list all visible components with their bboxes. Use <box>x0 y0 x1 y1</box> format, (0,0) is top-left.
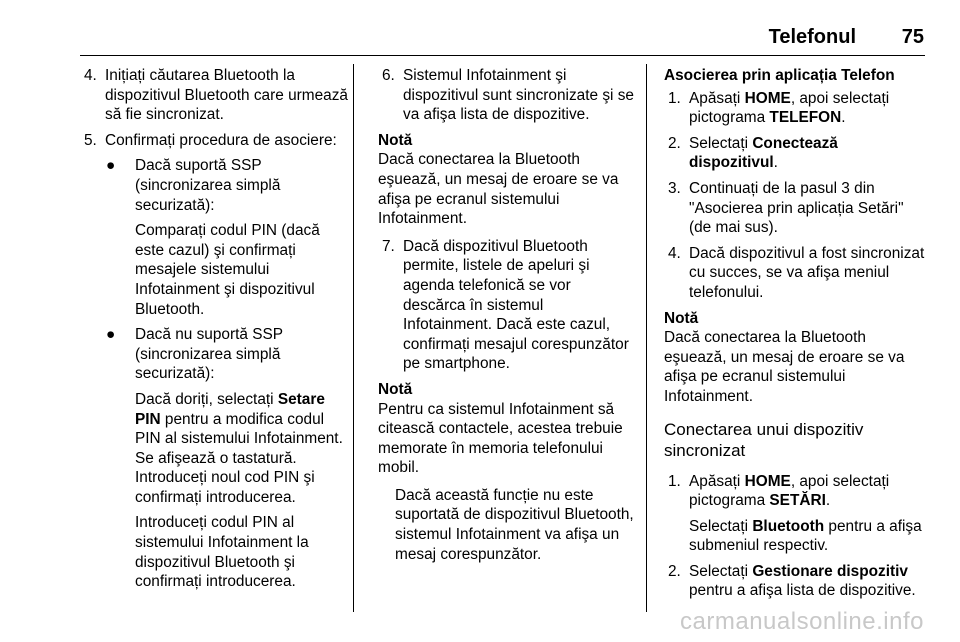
step-text: Dacă dispozitivul a fost sincronizat cu succes, se va afişa meniul telefonului. <box>689 244 925 301</box>
note-text: Dacă conectarea la Bluetooth eşuează, un mesaj de eroare se va afişa pe ecranul sistemului Infotainment. <box>664 329 905 405</box>
bullet-ssp <box>80 156 350 215</box>
menu-term-conecteaza: Conectează dispozitivul <box>689 134 838 172</box>
paragraph-not-supported: Dacă această funcție nu este suportată de dispozitivul Bluetooth, sistemul Infotainment va afişa un mesaj corespunzător. <box>395 486 634 563</box>
paragraph-compare-pin: Comparați codul PIN (dacă este cazul) şi confirmați mesajele sistemului Infotainment şi dispozitivul Bluetooth. <box>135 222 320 318</box>
step-text: Sistemul Infotainment şi dispozitivul sunt sincronizate şi se va afişa lista de dispozitive. <box>403 67 634 124</box>
menu-term-bluetooth: Bluetooth <box>752 517 825 535</box>
step-number: 1. <box>668 472 681 490</box>
text-run: . <box>841 109 846 127</box>
list-item-app-step-1 <box>664 89 926 128</box>
note-1 <box>378 131 634 229</box>
step-number: 4. <box>668 244 681 262</box>
list-item-step-6 <box>378 66 634 125</box>
step-number: 6. <box>382 67 395 84</box>
text-run: Apăsați <box>689 472 745 490</box>
bullet-no-ssp <box>80 325 350 384</box>
text-run: Selectați <box>689 517 753 535</box>
column-2 <box>378 66 634 570</box>
bullet-text: Dacă nu suportă SSP (sincronizarea simplă securizată): <box>135 326 283 383</box>
step-text: Inițiați căutarea Bluetooth la dispozitivul Bluetooth care urmează să fie sincronizat. <box>105 67 348 124</box>
text-run: pentru a afişa submeniul respectiv. <box>689 517 922 555</box>
text-run: . <box>773 154 778 172</box>
menu-term-home: HOME <box>744 472 791 490</box>
column-divider-1 <box>353 64 354 612</box>
step-number: 4. <box>84 67 97 84</box>
list-item-app-step-2 <box>664 134 926 173</box>
paragraph-select-bluetooth <box>664 517 926 556</box>
menu-term-setare-pin: Setare PIN <box>135 390 325 428</box>
page-number: 75 <box>901 26 924 48</box>
bullet-icon: ● <box>106 326 116 344</box>
step-number: 3. <box>668 179 681 197</box>
note-label: Notă <box>378 131 413 149</box>
section-heading-app-pairing: Asocierea prin aplicația Telefon <box>664 67 895 84</box>
step-number: 1. <box>668 89 681 107</box>
bullet-icon: ● <box>106 157 116 175</box>
column-divider-2 <box>646 64 647 612</box>
text-run: Dacă doriți, selectați <box>135 390 278 408</box>
step-number: 2. <box>668 134 681 152</box>
step-number: 2. <box>668 562 681 580</box>
text-run: , apoi selectați pictograma <box>689 472 890 510</box>
step-text: Confirmați procedura de asociere: <box>105 131 337 149</box>
section-heading-connect: Conectarea unui dispozitiv sincronizat <box>664 419 864 460</box>
note-label: Notă <box>664 309 699 327</box>
list-item-app-step-4 <box>664 244 926 303</box>
text-run: Selectați <box>689 134 753 152</box>
list-item-connect-step-1 <box>664 472 926 511</box>
column-3 <box>664 66 926 607</box>
text-run: pentru a modifica codul PIN al sistemului Infotainment. Se afişează o tastatură. Introduceți noul cod PIN şi confirmați introducerea. <box>135 410 343 506</box>
step-text: Continuați de la pasul 3 din "Asocierea prin aplicația Setări" (de mai sus). <box>689 179 904 237</box>
bullet-text: Dacă suportă SSP (sincronizarea simplă securizată): <box>135 157 281 214</box>
list-item-app-step-3 <box>664 179 926 238</box>
watermark: carmanualsonline.info <box>680 608 924 636</box>
list-item-step-5 <box>80 131 350 151</box>
text-run: Selectați <box>689 562 753 580</box>
text-run: Apăsați <box>689 89 745 107</box>
menu-term-gestionare: Gestionare dispozitiv <box>752 562 908 580</box>
note-text: Dacă conectarea la Bluetooth eşuează, un mesaj de eroare se va afişa pe ecranul sistemului Infotainment. <box>378 151 619 228</box>
menu-term-telefon: TELEFON <box>769 109 842 127</box>
column-1 <box>80 66 350 598</box>
paragraph-set-pin <box>80 390 350 508</box>
header-rule <box>80 55 925 56</box>
list-item-step-7 <box>378 237 634 374</box>
note-text: Pentru ca sistemul Infotainment să citească contactele, acestea trebuie memorate în memoria telefonului mobil. <box>378 400 623 477</box>
text-run: . <box>825 492 831 510</box>
note-3 <box>664 309 926 407</box>
list-item-step-4 <box>80 66 350 125</box>
paragraph-enter-pin: Introduceți codul PIN al sistemului Infotainment la dispozitivul Bluetooth şi confirmați introducerea. <box>135 514 309 591</box>
menu-term-setari: SETĂRI <box>769 492 826 510</box>
step-number: 7. <box>382 237 395 255</box>
text-run: , apoi selectați pictograma <box>689 89 890 127</box>
step-number: 5. <box>84 131 97 149</box>
text-run: pentru a afişa lista de dispozitive. <box>689 582 916 600</box>
list-item-connect-step-2 <box>664 562 926 601</box>
note-2 <box>378 380 634 478</box>
note-label: Notă <box>378 380 413 398</box>
step-text: Dacă dispozitivul Bluetooth permite, listele de apeluri şi agenda telefonică se vor descărca în sistemul Infotainment. Dacă este cazul, confirmați mesajul corespunzător pe smartphone. <box>403 237 629 373</box>
page-header-title: Telefonul <box>768 26 856 48</box>
menu-term-home: HOME <box>744 89 791 107</box>
